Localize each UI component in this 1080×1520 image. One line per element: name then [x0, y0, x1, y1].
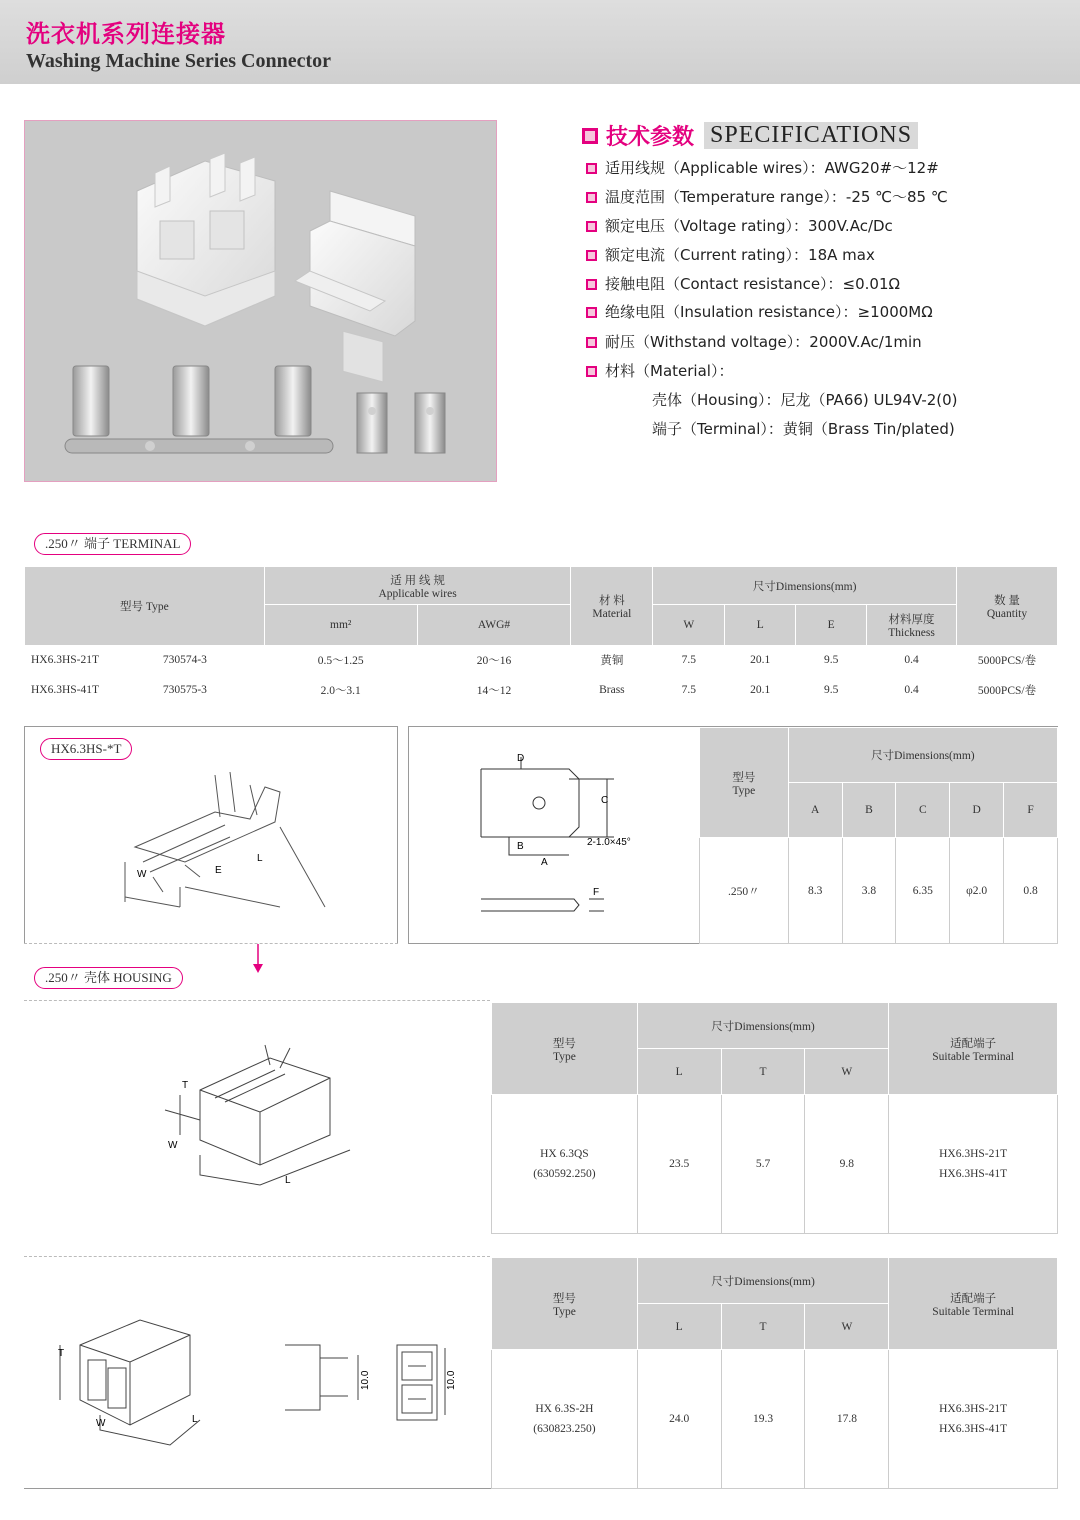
spec-text: 耐压（Withstand voltage）：2000V.Ac/1min [605, 333, 922, 351]
spec-heading-en: SPECIFICATIONS [704, 122, 918, 149]
housing2-drawing [40, 1300, 480, 1450]
bottom-rule [24, 1488, 491, 1489]
title-en: Washing Machine Series Connector [26, 50, 331, 72]
col-e: E [796, 605, 867, 645]
col-thickness: 材料厚度 Thickness [867, 605, 957, 645]
col-mm2: mm² [264, 605, 417, 645]
col-wires: 适 用 线 规 Applicable wires [264, 567, 571, 605]
housing2-table: 型号 Type 尺寸Dimensions(mm) 适配端子 Suitable Terminal L T W HX 6.3S-2H (630823.250) 24.0 19.3 17.8 HX6.3HS-21T HX6.3HS-41T [491, 1257, 1058, 1489]
spec-text: 接触电阻（Contact resistance）：≤0.01Ω [605, 275, 900, 293]
spec-heading [582, 120, 918, 151]
bullet-icon [586, 366, 597, 377]
spec-item [586, 186, 948, 207]
table-row: HX 6.3QS (630592.250) 23.5 5.7 9.8 HX6.3HS-21T HX6.3HS-41T [492, 1095, 1058, 1234]
bullet-icon [586, 163, 597, 174]
label-w: W [168, 1140, 178, 1151]
col-w: W [653, 605, 725, 645]
label-l: L [192, 1414, 198, 1425]
housing1-drawing [120, 1040, 380, 1190]
tab-drawing-box [408, 726, 1058, 944]
col-awg: AWG# [417, 605, 571, 645]
label-f: F [593, 887, 600, 898]
spec-heading-cn: 技术参数 [606, 125, 695, 150]
bullet-icon [586, 192, 597, 203]
divider [24, 1000, 490, 1001]
col-material: 材 料 Material [571, 567, 653, 646]
col-dims: 尺寸Dimensions(mm) [653, 567, 957, 605]
label-b: B [517, 841, 524, 852]
table-row: HX 6.3S-2H (630823.250) 24.0 19.3 17.8 HX6.3HS-21T HX6.3HS-41T [492, 1350, 1058, 1489]
terminal-drawing-tag: HX6.3HS-*T [40, 738, 132, 760]
spec-text: 额定电流（Current rating）：18A max [605, 246, 875, 264]
product-photo-illustration [25, 121, 497, 482]
label-c: C [601, 795, 609, 806]
col-suitable: 适配端子 Suitable Terminal [889, 1003, 1058, 1095]
divider [24, 943, 398, 944]
col-dims: 尺寸Dimensions(mm) [788, 728, 1057, 783]
product-photo [24, 120, 497, 482]
spec-text: 温度范围（Temperature range）：-25 ℃～85 ℃ [605, 188, 948, 206]
down-arrow-icon [250, 944, 266, 974]
col-suitable: 适配端子 Suitable Terminal [889, 1258, 1058, 1350]
spec-item [586, 273, 900, 294]
spec-text: 材料（Material）： [605, 362, 734, 380]
table-row: HX6.3HS-21T 730574-3 0.5～1.25 20～16 黄铜 7.5 20.1 9.5 0.4 5000PCS/卷 [25, 645, 1058, 675]
tab-dims-table: 型号 Type 尺寸Dimensions(mm) A B C D F .250〃 8.3 3.8 6.35 φ2.0 0.8 [699, 727, 1058, 944]
bullet-icon [586, 337, 597, 348]
housing-section-tag: .250〃 壳体 HOUSING [34, 967, 183, 989]
table-row: HX6.3HS-41T 730575-3 2.0～3.1 14～12 Brass 7.5 20.1 9.5 0.4 5000PCS/卷 [25, 675, 1058, 705]
col-type: 型号 Type [492, 1258, 638, 1350]
label-t: T [182, 1080, 189, 1091]
title-cn: 洗衣机系列连接器 [26, 20, 226, 48]
table-row: .250〃 8.3 3.8 6.35 φ2.0 0.8 [700, 838, 1058, 944]
col-type: 型号 Type [25, 567, 265, 646]
tab-drawing [409, 727, 699, 943]
col-l: L [725, 605, 796, 645]
label-t: T [58, 1348, 65, 1359]
label-l: L [257, 853, 263, 864]
col-type: 型号 Type [492, 1003, 638, 1095]
spec-item [586, 360, 733, 381]
spec-item [586, 331, 922, 352]
spec-sub-item: 端子（Terminal）：黄铜（Brass Tin/plated) [652, 420, 955, 438]
label-e: E [215, 865, 222, 876]
bullet-icon [582, 128, 598, 144]
spec-text: 绝缘电阻（Insulation resistance）：≥1000MΩ [605, 303, 933, 321]
spec-item [586, 301, 933, 322]
pitch-label: 10.0 [446, 1370, 457, 1390]
divider [24, 1256, 490, 1257]
spec-item [586, 215, 893, 236]
col-type: 型号 Type [700, 728, 789, 838]
housing1-table: 型号 Type 尺寸Dimensions(mm) 适配端子 Suitable Terminal L T W HX 6.3QS (630592.250) 23.5 5.7 9.8 HX6.3HS-21T HX6.3HS-41T [491, 1002, 1058, 1234]
label-chamfer: 2-1.0×45° [587, 837, 631, 848]
spec-text: 额定电压（Voltage rating）：300V.Ac/Dc [605, 217, 893, 235]
label-d: D [517, 753, 525, 764]
bullet-icon [586, 307, 597, 318]
bullet-icon [586, 221, 597, 232]
label-w: W [96, 1418, 106, 1429]
col-qty: 数 量 Quantity [957, 567, 1058, 646]
col-dims: 尺寸Dimensions(mm) [637, 1003, 889, 1049]
spec-sub-item: 壳体（Housing）：尼龙（PA66) UL94V-2(0) [652, 391, 958, 409]
bullet-icon [586, 250, 597, 261]
label-a: A [541, 857, 548, 868]
spec-text: 适用线规（Applicable wires）：AWG20#～12# [605, 159, 939, 177]
spec-item [586, 244, 875, 265]
label-w: W [137, 869, 147, 880]
terminal-section-tag: .250〃 端子 TERMINAL [34, 533, 191, 555]
col-dims: 尺寸Dimensions(mm) [637, 1258, 889, 1304]
terminal-table [24, 566, 1058, 706]
label-l: L [285, 1175, 291, 1186]
spec-item [586, 157, 939, 178]
pitch-label: 10.0 [360, 1370, 371, 1390]
bullet-icon [586, 279, 597, 290]
